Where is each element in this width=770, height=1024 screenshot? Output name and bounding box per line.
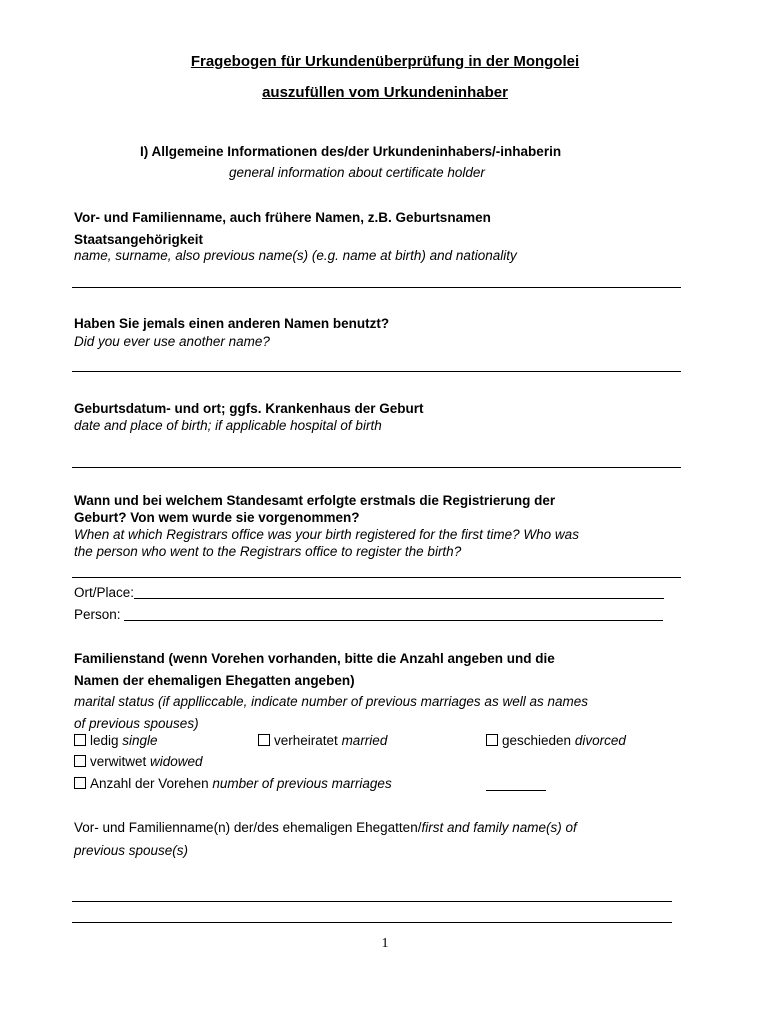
single-label-en: single <box>122 733 158 748</box>
section-heading: I) Allgemeine Informationen des/der Urkundeninhabers/-inhaberin <box>140 144 562 159</box>
marital-question-de-1: Familienstand (wenn Vorehen vorhanden, bitte die Anzahl angeben und die <box>74 651 555 666</box>
previous-marriages-count-field[interactable] <box>486 776 546 794</box>
spouse-question-en-1: first and family name(s) of <box>421 820 577 835</box>
divorced-label-de: geschieden <box>502 733 572 748</box>
place-field[interactable] <box>74 585 664 600</box>
widowed-label-en: widowed <box>150 754 203 769</box>
married-label-en: married <box>341 733 388 748</box>
marital-question-de-2: Namen der ehemaligen Ehegatten angeben) <box>74 673 355 688</box>
spouse-question-line1 <box>74 820 577 835</box>
other-name-answer-line[interactable] <box>72 371 681 372</box>
previous-marriages-checkbox[interactable] <box>74 777 86 789</box>
place-label: Ort/Place: <box>74 585 135 600</box>
married-label-de: verheiratet <box>274 733 338 748</box>
form-title-line2: auszufüllen vom Urkundeninhaber <box>262 84 508 101</box>
widowed-label-de: verwitwet <box>90 754 147 769</box>
birth-question-en: date and place of birth; if applicable hospital of birth <box>74 418 382 433</box>
form-title-line1: Fragebogen für Urkundenüberprüfung in der Mongolei <box>190 53 580 70</box>
spouse-question-de: Vor- und Familienname(n) der/des ehemaligen Ehegatten/ <box>74 820 422 835</box>
single-label-de: ledig <box>90 733 119 748</box>
previous-marriages-count-line[interactable] <box>486 777 546 791</box>
registry-question-de-1: Wann und bei welchem Standesamt erfolgte erstmals die Registrierung der <box>74 493 556 508</box>
other-name-question-en: Did you ever use another name? <box>74 334 270 349</box>
marital-question-en-2: of previous spouses) <box>74 716 199 731</box>
registry-question-en-1: When at which Registrars office was your birth registered for the first time? Who was <box>74 527 579 542</box>
option-single[interactable] <box>74 733 158 748</box>
spouse-answer-line-2[interactable] <box>72 922 672 923</box>
previous-marriages-label-de: Anzahl der Vorehen <box>90 776 209 791</box>
birth-question-de: Geburtsdatum- und ort; ggfs. Krankenhaus der Geburt <box>74 401 424 416</box>
person-field[interactable] <box>74 607 663 622</box>
option-widowed[interactable] <box>74 754 203 769</box>
other-name-question-de: Haben Sie jemals einen anderen Namen benutzt? <box>74 316 390 331</box>
option-married[interactable] <box>258 733 387 748</box>
name-question-de-1: Vor- und Familienname, auch frühere Namen, z.B. Geburtsnamen <box>74 210 491 225</box>
registry-answer-line[interactable] <box>72 577 681 578</box>
widowed-checkbox[interactable] <box>74 755 86 767</box>
registry-question-de-2: Geburt? Von wem wurde sie vorgenommen? <box>74 510 360 525</box>
person-label: Person: <box>74 607 125 622</box>
option-previous-marriages[interactable] <box>74 776 392 791</box>
birth-answer-line[interactable] <box>72 467 681 468</box>
registry-question-en-2: the person who went to the Registrars office to register the birth? <box>74 544 462 559</box>
name-question-en: name, surname, also previous name(s) (e.g. name at birth) and nationality <box>74 248 517 263</box>
divorced-label-en: divorced <box>574 733 626 748</box>
section-subheading: general information about certificate holder <box>229 165 485 180</box>
spouse-question-en-2: previous spouse(s) <box>74 843 189 858</box>
person-input-line[interactable] <box>124 607 663 621</box>
marital-question-en-1: marital status (if applliccable, indicate number of previous marriages as well as names <box>74 694 588 709</box>
page-number: 1 <box>381 936 389 951</box>
previous-marriages-label-en: number of previous marriages <box>212 776 392 791</box>
name-question-de-2: Staatsangehörigkeit <box>74 232 204 247</box>
spouse-answer-line-1[interactable] <box>72 901 672 902</box>
single-checkbox[interactable] <box>74 734 86 746</box>
name-answer-line[interactable] <box>72 287 681 288</box>
divorced-checkbox[interactable] <box>486 734 498 746</box>
married-checkbox[interactable] <box>258 734 270 746</box>
option-divorced[interactable] <box>486 733 626 748</box>
place-input-line[interactable] <box>134 585 664 599</box>
